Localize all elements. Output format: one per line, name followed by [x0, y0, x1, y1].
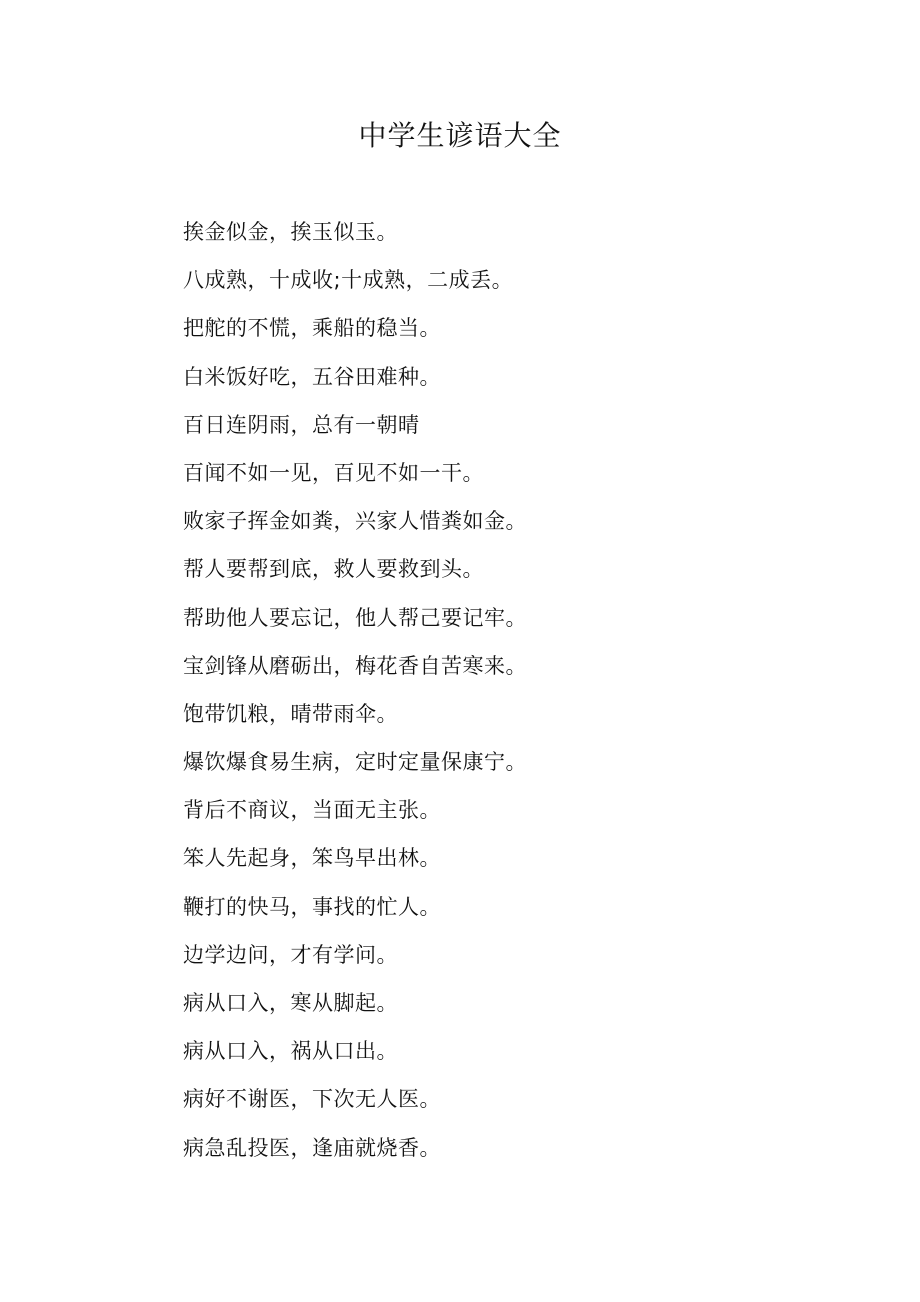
list-item: 帮人要帮到底，救人要救到头。	[183, 557, 484, 582]
list-item: 帮助他人要忘记，他人帮己要记牢。	[183, 605, 527, 630]
list-item: 病从口入，祸从口出。	[183, 1039, 398, 1064]
list-item: 爆饮爆食易生病，定时定量保康宁。	[183, 750, 527, 775]
page-title: 中学生谚语大全	[358, 119, 562, 152]
list-item: 鞭打的快马，事找的忙人。	[183, 894, 441, 919]
list-item: 把舵的不慌，乘船的稳当。	[183, 316, 441, 341]
list-item: 白米饭好吃，五谷田难种。	[183, 364, 441, 389]
list-item: 挨金似金，挨玉似玉。	[183, 220, 398, 244]
list-item: 笨人先起身，笨鸟早出林。	[183, 846, 441, 871]
list-item: 百日连阴雨，总有一朝晴	[183, 412, 420, 437]
list-item: 宝剑锋从磨砺出，梅花香自苦寒来。	[183, 653, 527, 678]
list-item: 饱带饥粮，晴带雨伞。	[183, 701, 398, 726]
list-item: 百闻不如一见，百见不如一干。	[183, 460, 484, 485]
proverb-list	[183, 214, 823, 1178]
list-item: 败家子挥金如粪，兴家人惜粪如金。	[183, 509, 527, 534]
list-item: 八成熟，十成收;十成熟，二成丢。	[183, 268, 514, 293]
list-item: 病从口入，寒从脚起。	[183, 991, 398, 1015]
list-item: 病好不谢医，下次无人医。	[183, 1087, 441, 1112]
list-item: 病急乱投医，逢庙就烧香。	[183, 1135, 441, 1160]
list-item: 背后不商议，当面无主张。	[183, 798, 441, 823]
list-item: 边学边问，才有学问。	[183, 942, 398, 967]
